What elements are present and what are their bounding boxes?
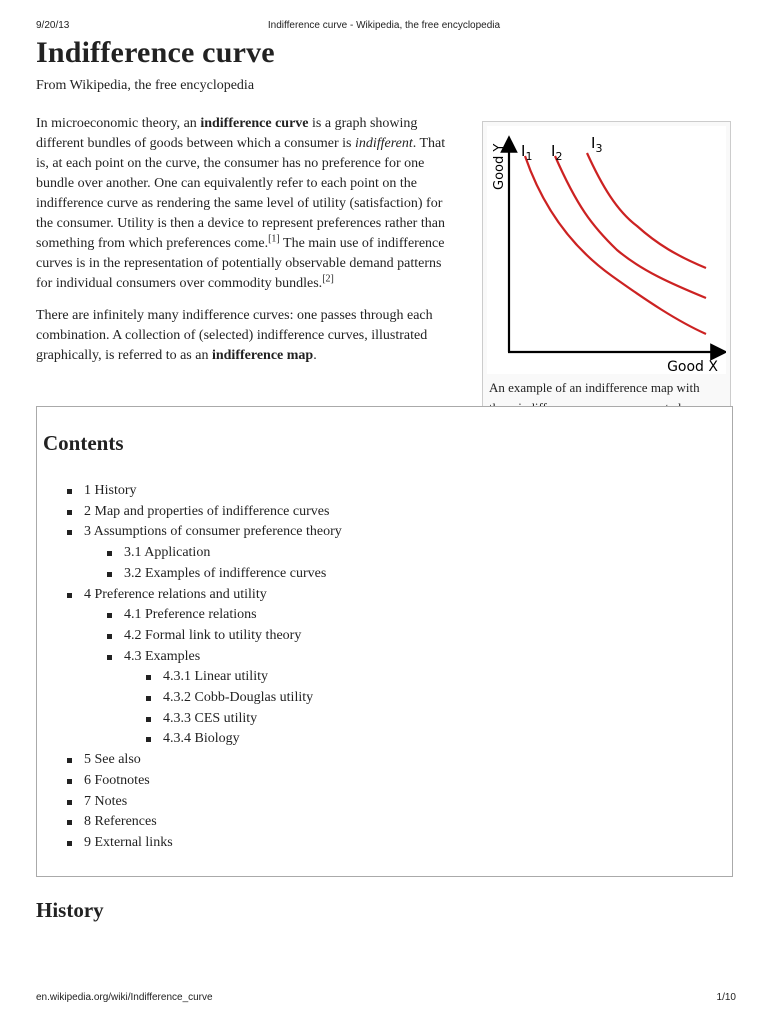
tagline: From Wikipedia, the free encyclopedia <box>36 78 255 93</box>
indifference-curve-i1 <box>525 156 706 334</box>
toc-item[interactable]: 4.2 Formal link to utility theory <box>124 626 342 647</box>
figure-thumbnail <box>482 121 731 424</box>
toc-item[interactable]: 4.3.3 CES utility <box>163 709 342 730</box>
print-page-title: Indifference curve - Wikipedia, the free encyclopedia <box>267 20 501 31</box>
indifference-curve-i2 <box>555 156 706 298</box>
intro-paragraph-2: There are infinitely many indifference curves: one passes through each combination. A collection of (selected) indifference curves, illustrated graphically, is referred to as an indifference map. <box>36 308 433 363</box>
intro-paragraph-1: In microeconomic theory, an indifference curve is a graph showing different bundles of goods between which a consumer is indifferent. That is, at each point on the curve, the consumer has no preference for one bundle over another. One can equivalently refer to each point on the indifference curve as rendering the same level of utility (satisfaction) for the consumer. Utility is then a device to represent preferences rather than something from which preferences come.[1] The main use of indifference curves is in the representation of potentially observable demand patterns for individual consumers over commodity bundles.[2] <box>36 116 446 291</box>
toc-item[interactable]: 5 See also <box>84 750 342 771</box>
toc-item[interactable]: 4.3.1 Linear utility <box>163 667 342 688</box>
toc-item[interactable]: 4.3.4 Biology <box>163 729 342 750</box>
indifference-map-chart <box>487 126 726 374</box>
toc-item[interactable]: 9 External links <box>84 833 342 854</box>
section-heading-history: History <box>36 898 104 922</box>
y-axis-label: Good Y <box>492 143 507 190</box>
indifference-curve-i3 <box>587 153 706 268</box>
indifference-map-image[interactable] <box>487 126 726 374</box>
print-date: 9/20/13 <box>36 20 70 31</box>
toc-item[interactable]: 4.1 Preference relations <box>124 605 342 626</box>
toc-item[interactable]: 3.1 Application <box>124 543 342 564</box>
toc-list <box>37 481 342 854</box>
term-indifferent[interactable]: indifferent <box>354 136 413 151</box>
figure-caption: An example of an indifference map with <box>489 380 700 395</box>
term-indifference-curve: indifference curve <box>200 116 309 131</box>
table-of-contents <box>36 406 733 877</box>
toc-item[interactable]: 1 History <box>84 481 342 502</box>
intro-text <box>36 114 456 366</box>
footnote-ref-2[interactable]: [2] <box>322 273 334 285</box>
toc-item[interactable]: 4.3.2 Cobb-Douglas utility <box>163 688 342 709</box>
term-indifference-map: indifference map <box>211 348 314 363</box>
toc-title: Contents <box>43 431 124 455</box>
toc-item[interactable]: 4 Preference relations and utility <box>84 585 342 606</box>
toc-item[interactable]: 3.2 Examples of indifference curves <box>124 564 342 585</box>
x-axis-label: Good X <box>667 359 718 374</box>
print-page-number: 1/10 <box>716 992 736 1003</box>
print-header <box>0 0 768 40</box>
curve-label-i1: $I_1$ <box>521 142 533 163</box>
toc-item[interactable]: 3 Assumptions of consumer preference theory <box>84 522 342 543</box>
toc-item[interactable]: 7 Notes <box>84 792 342 813</box>
curve-label-i2: $I_2$ <box>551 142 563 163</box>
print-url: en.wikipedia.org/wiki/Indifference_curve <box>36 992 213 1003</box>
footnote-ref-1[interactable]: [1] <box>268 233 280 245</box>
curve-label-i3: $I_3$ <box>591 134 603 155</box>
toc-item[interactable]: 8 References <box>84 812 342 833</box>
toc-item[interactable]: 6 Footnotes <box>84 771 342 792</box>
toc-item[interactable]: 2 Map and properties of indifference curves <box>84 502 342 523</box>
page-title: Indifference curve <box>36 36 275 69</box>
toc-item[interactable]: 4.3 Examples <box>124 647 342 668</box>
